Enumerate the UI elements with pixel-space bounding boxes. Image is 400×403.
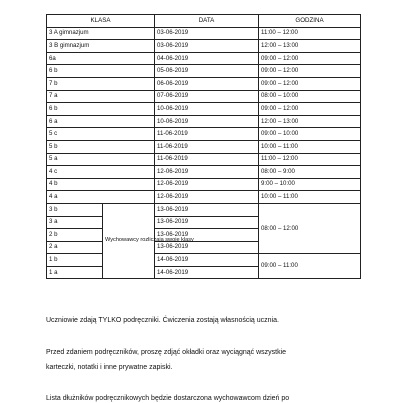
cell-klasa: 4 c: [47, 166, 155, 179]
cell-data: 12-06-2019: [155, 191, 259, 204]
table-row: [47, 90, 361, 103]
table-row: [47, 103, 361, 116]
schedule-table: [46, 14, 361, 279]
cell-klasa: 3 a: [47, 216, 103, 229]
cell-godzina: 09:00 – 12:00: [259, 103, 361, 116]
cell-data: 13-06-2019: [155, 229, 259, 242]
cell-klasa: 1 a: [47, 266, 103, 279]
cell-klasa: 6a: [47, 52, 155, 65]
cell-godzina: 11:00 – 12:00: [259, 153, 361, 166]
cell-godzina: 10:00 – 11:00: [259, 140, 361, 153]
cell-data: 14-06-2019: [155, 254, 259, 267]
table-row: [47, 40, 361, 53]
table-row: [47, 178, 361, 191]
cell-godzina: 09:00 – 10:00: [259, 128, 361, 141]
cell-godzina: 09:00 – 12:00: [259, 52, 361, 65]
cell-data: 13-06-2019: [155, 216, 259, 229]
table-row: [47, 140, 361, 153]
cell-godzina: 9:00 – 10:00: [259, 178, 361, 191]
cell-godzina-merged: 09:00 – 11:00: [259, 254, 361, 279]
table-row: [47, 77, 361, 90]
table-row: [47, 254, 361, 267]
table-row: [47, 203, 361, 216]
cell-godzina: 11:00 – 12:00: [259, 27, 361, 40]
cell-klasa: 5 c: [47, 128, 155, 141]
cell-data: 07-06-2019: [155, 90, 259, 103]
header-data: DATA: [155, 15, 259, 28]
cell-data: 13-06-2019: [155, 241, 259, 254]
table-row: [47, 115, 361, 128]
cell-godzina-merged: 08:00 – 12:00: [259, 203, 361, 253]
cell-klasa: 3 B gimnazjum: [47, 40, 155, 53]
cell-data: 05-06-2019: [155, 65, 259, 78]
cell-klasa: 6 b: [47, 103, 155, 116]
cell-data: 11-06-2019: [155, 140, 259, 153]
cell-klasa: 5 a: [47, 153, 155, 166]
cell-klasa: 5 b: [47, 140, 155, 153]
table-row: [47, 27, 361, 40]
cell-klasa: 2 b: [47, 229, 103, 242]
table-header-row: [47, 15, 361, 28]
cell-godzina: 09:00 – 12:00: [259, 77, 361, 90]
cell-group-note: Wychowawcy rozliczają swoje klasy: [103, 203, 155, 279]
cell-klasa: 7 a: [47, 90, 155, 103]
cell-godzina: 10:00 – 11:00: [259, 191, 361, 204]
table-row: [47, 65, 361, 78]
table-row: [47, 52, 361, 65]
cell-data: 11-06-2019: [155, 128, 259, 141]
cell-klasa: 6 a: [47, 115, 155, 128]
paragraph-instructions: Przed zdaniem podręczników, proszę zdjąć okładki oraz wyciągnąć wszystkie: [46, 349, 287, 356]
cell-data: 12-06-2019: [155, 178, 259, 191]
cell-klasa: 2 a: [47, 241, 103, 254]
cell-data: 03-06-2019: [155, 27, 259, 40]
cell-klasa: 1 b: [47, 254, 103, 267]
cell-data: 04-06-2019: [155, 52, 259, 65]
cell-klasa: 7 b: [47, 77, 155, 90]
cell-data: 12-06-2019: [155, 166, 259, 179]
cell-godzina: 08:00 – 10:00: [259, 90, 361, 103]
cell-klasa: 3 b: [47, 203, 103, 216]
table-row: [47, 128, 361, 141]
table-row: [47, 153, 361, 166]
paragraph-textbooks-only: Uczniowie zdają TYLKO podręczniki. Ćwiczenia zostają własnością ucznia.: [46, 317, 279, 324]
cell-data: 11-06-2019: [155, 153, 259, 166]
cell-godzina: 09:00 – 12:00: [259, 65, 361, 78]
header-godzina: GODZINA: [259, 15, 361, 28]
cell-data: 13-06-2019: [155, 203, 259, 216]
table-body: [47, 27, 361, 279]
cell-godzina: 12:00 – 13:00: [259, 40, 361, 53]
cell-klasa: 4 a: [47, 191, 155, 204]
cell-klasa: 4 b: [47, 178, 155, 191]
cell-data: 14-06-2019: [155, 266, 259, 279]
table-row: [47, 191, 361, 204]
paragraph-debtors-list: Lista dłużników podręcznikowych będzie dostarczona wychowawcom dzień po: [46, 395, 290, 402]
cell-klasa: 6 b: [47, 65, 155, 78]
header-klasa: KLASA: [47, 15, 155, 28]
cell-data: 03-06-2019: [155, 40, 259, 53]
table-row: [47, 166, 361, 179]
cell-klasa: 3 A gimnazjum: [47, 27, 155, 40]
cell-data: 10-06-2019: [155, 115, 259, 128]
paragraph-instructions-cont: karteczki, notatki i inne prywatne zapiski.: [46, 364, 173, 371]
cell-data: 06-06-2019: [155, 77, 259, 90]
cell-godzina: 08:00 – 9:00: [259, 166, 361, 179]
cell-godzina: 12:00 – 13:00: [259, 115, 361, 128]
cell-data: 10-06-2019: [155, 103, 259, 116]
